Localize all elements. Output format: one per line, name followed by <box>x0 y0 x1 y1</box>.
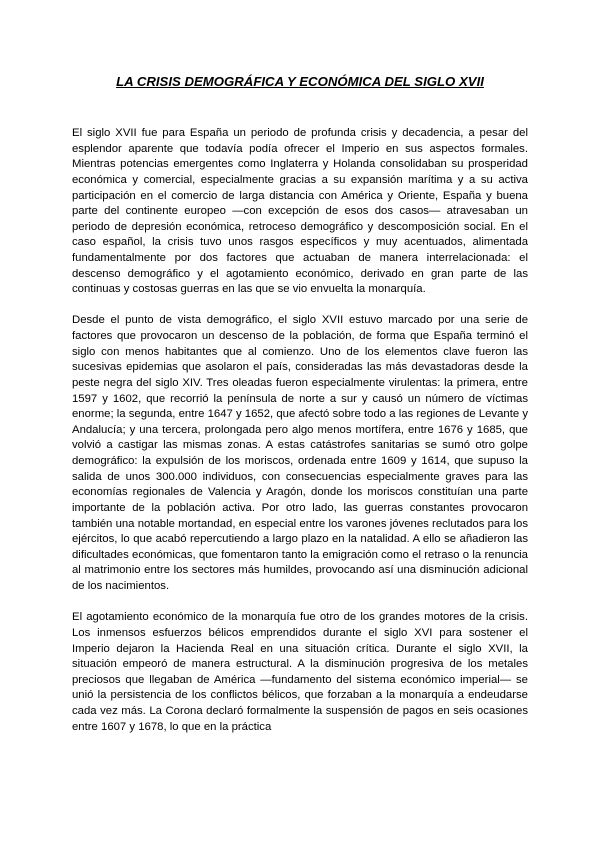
paragraph-intro: El siglo XVII fue para España un periodo de profunda crisis y decadencia, a pesar del esplendor aparente que todavía podía ofrecer el Imperio en sus aspectos formales. Mientras potencias emergentes como Inglaterra y Holanda consolidaban su prosperidad económica y comercial, especialmente gracias a su expansión marítima y a su activa participación en el comercio de larga distancia con América y Oriente, España y buena parte del continente europeo —con excepción de esos dos casos— atravesaban un periodo de depresión económica, retroceso demográfico y descomposición social. En el caso español, la crisis tuvo unos rasgos específicos y muy acentuados, alimentada fundamentalmente por dos factores que actuaban de manera interrelacionada: el descenso demográfico y el agotamiento económico, derivado en gran parte de las continuas y costosas guerras en las que se vio envuelta la monarquía. <box>72 127 528 296</box>
document-title: LA CRISIS DEMOGRÁFICA Y ECONÓMICA DEL SIGLO XVII <box>116 74 484 89</box>
document-body <box>72 126 528 751</box>
paragraph-economic: El agotamiento económico de la monarquía fue otro de los grandes motores de la crisis. Los inmensos esfuerzos bélicos emprendidos durante el siglo XVI para sostener el Imperio dejaron la Hacienda Real en una situación crítica. Durante el siglo XVII, la situación empeoró de manera estructural. A la disminución progresiva de los metales preciosos que llegaban de América —fundamento del sistema económico imperial— se unió la persistencia de los conflictos bélicos, que forzaban a la monarquía a endeudarse cada vez más. La Corona declaró formalmente la suspensión de pagos en seis ocasiones entre 1607 y 1678, lo que en la práctica <box>72 611 528 733</box>
paragraph-demographic: Desde el punto de vista demográfico, el siglo XVII estuvo marcado por una serie de factores que provocaron un descenso de la población, de forma que España terminó el siglo con menos habitantes que al comienzo. Uno de los elementos clave fueron las sucesivas epidemias que asolaron el país, consideradas las más devastadoras desde la peste negra del siglo XIV. Tres oleadas fueron especialmente virulentas: la primera, entre 1597 y 1602, que recorrió la península de norte a sur y causó un número de víctimas enorme; la segunda, entre 1647 y 1652, que afectó sobre todo a las regiones de Levante y Andalucía; y una tercera, prolongada pero algo menos mortífera, entre 1676 y 1685, que volvió a castigar las mismas zonas. A estas catástrofes sanitarias se sumó otro golpe demográfico: la expulsión de los moriscos, ordenada entre 1609 y 1614, que supuso la salida de unos 300.000 individuos, con consecuencias especialmente graves para las economías regionales de Valencia y Aragón, donde los moriscos constituían una parte importante de la población activa. Por otro lado, las guerras constantes provocaron también una notable mortandad, en especial entre los varones jóvenes reclutados para los ejércitos, lo que acabó repercutiendo a largo plazo en la natalidad. A ello se añadieron las dificultades económicas, que fomentaron tanto la emigración como el retraso o la renuncia al matrimonio entre los sectores más humildes, provocando así una disminución adicional de los nacimientos. <box>72 314 528 593</box>
